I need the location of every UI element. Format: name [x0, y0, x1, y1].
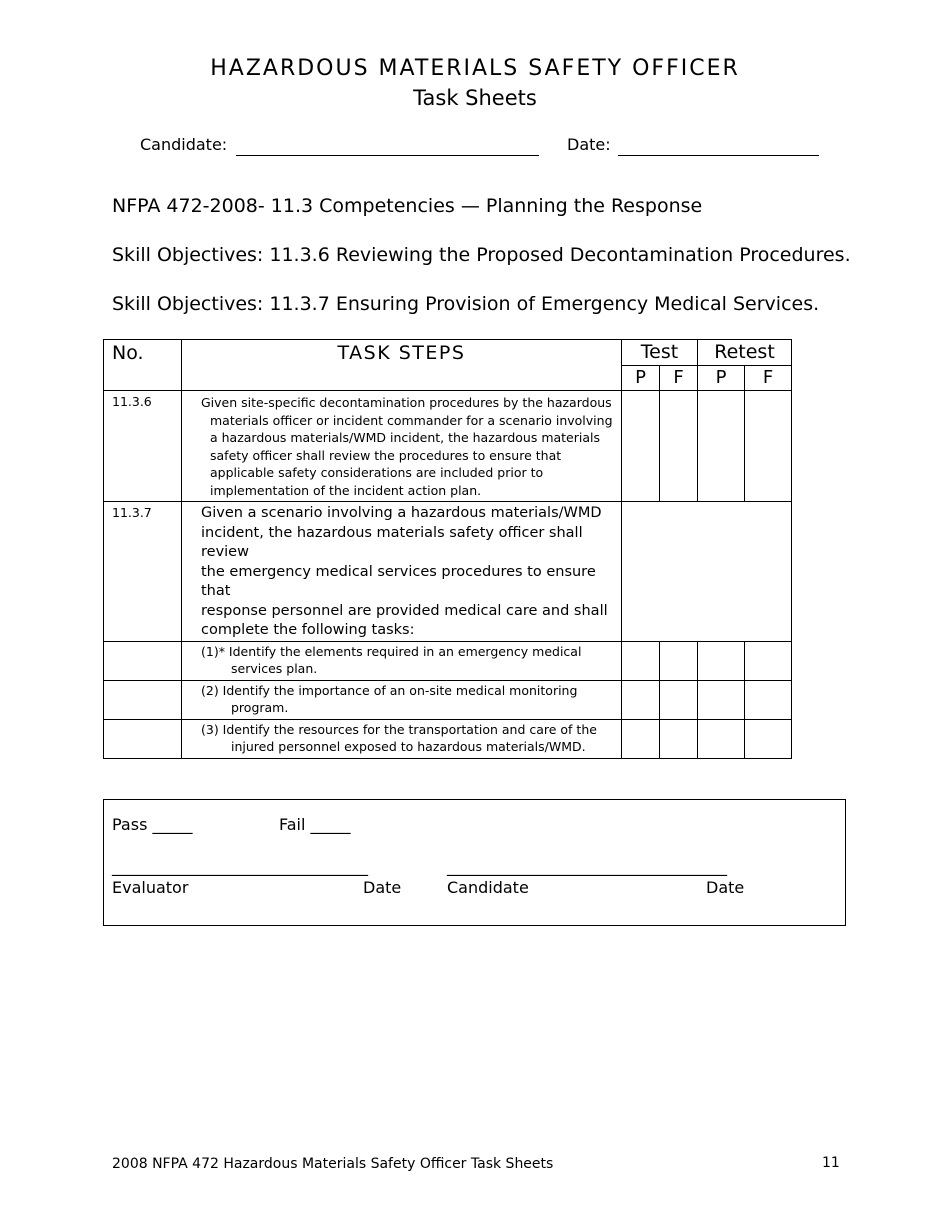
- task-line: services plan.: [231, 661, 318, 676]
- skill-objective-2: Skill Objectives: 11.3.7 Ensuring Provision of Emergency Medical Services.: [112, 293, 820, 315]
- competency-heading: NFPA 472-2008- 11.3 Competencies — Planning the Response: [112, 195, 703, 217]
- date-line[interactable]: [618, 155, 819, 156]
- test-fail-cell[interactable]: [660, 719, 698, 758]
- retest-fail-cell[interactable]: [745, 719, 792, 758]
- task-step-text: [182, 680, 622, 719]
- row-number: 11.3.6: [104, 391, 182, 502]
- row-number: [104, 680, 182, 719]
- task-line: injured personnel exposed to hazardous materials/WMD.: [231, 739, 586, 754]
- retest-fail-cell[interactable]: [745, 641, 792, 680]
- task-step-text: [182, 719, 622, 758]
- test-pass-cell[interactable]: [622, 719, 660, 758]
- date-label: Date:: [567, 135, 611, 154]
- task-line: materials officer or incident commander for a scenario involving: [210, 412, 613, 428]
- task-line: Given site-specific decontamination procedures by the hazardous: [201, 395, 612, 410]
- candidate-signature-line[interactable]: ___________________________________: [447, 857, 727, 876]
- retest-pass-cell[interactable]: [698, 680, 745, 719]
- test-fail-cell[interactable]: [660, 391, 698, 502]
- footer-text: 2008 NFPA 472 Hazardous Materials Safety Officer Task Sheets: [112, 1156, 554, 1172]
- task-step-text: [182, 391, 622, 502]
- task-line: a hazardous materials/WMD incident, the hazardous materials: [210, 430, 601, 445]
- retest-pass-cell[interactable]: [698, 391, 745, 502]
- evaluator-date-label: Date: [363, 878, 402, 897]
- evaluator-label: Evaluator: [112, 878, 189, 897]
- task-line: response personnel are provided medical care and shall: [201, 602, 608, 619]
- test-fail-cell[interactable]: [660, 641, 698, 680]
- candidate-label: Candidate:: [140, 135, 228, 154]
- task-line: the emergency medical services procedures to ensure that: [201, 563, 596, 599]
- task-line: safety officer shall review the procedures to ensure that: [210, 447, 562, 463]
- task-line: implementation of the incident action plan.: [210, 482, 482, 498]
- test-pass-cell[interactable]: [622, 680, 660, 719]
- header-test-pass: P: [622, 366, 660, 391]
- result-box: [103, 799, 846, 926]
- task-line: complete the following tasks:: [201, 622, 415, 638]
- test-pass-cell[interactable]: [622, 641, 660, 680]
- table-row: [104, 719, 792, 758]
- header-no: No.: [104, 340, 182, 391]
- skill-objective-1: Skill Objectives: 11.3.6 Reviewing the Proposed Decontamination Procedures.: [112, 244, 851, 266]
- table-row: [104, 502, 792, 642]
- header-task-steps: TASK STEPS: [182, 340, 622, 391]
- row-number: 11.3.7: [104, 502, 182, 642]
- retest-fail-cell[interactable]: [745, 391, 792, 502]
- page-title: HAZARDOUS MATERIALS SAFETY OFFICER: [210, 56, 740, 81]
- retest-fail-cell[interactable]: [745, 680, 792, 719]
- task-steps-table: [103, 339, 792, 759]
- page-number: 11: [822, 1155, 840, 1171]
- task-line: Given a scenario involving a hazardous materials/WMD: [201, 505, 602, 521]
- row-number: [104, 719, 182, 758]
- retest-pass-cell[interactable]: [698, 641, 745, 680]
- header-retest: Retest: [698, 340, 792, 366]
- task-line: program.: [231, 700, 289, 715]
- merged-score-cell: [622, 502, 792, 642]
- table-row: [104, 641, 792, 680]
- header-retest-fail: F: [745, 366, 792, 391]
- test-fail-cell[interactable]: [660, 680, 698, 719]
- task-line: (2) Identify the importance of an on-site medical monitoring: [201, 682, 578, 698]
- header-retest-pass: P: [698, 366, 745, 391]
- candidate-date-label: Date: [706, 878, 745, 897]
- task-line: incident, the hazardous materials safety officer shall review: [201, 524, 583, 560]
- pass-field[interactable]: Pass _____: [112, 815, 193, 834]
- table-row: [104, 391, 792, 502]
- task-line: applicable safety considerations are included prior to: [210, 465, 544, 480]
- fail-field[interactable]: Fail _____: [279, 815, 351, 834]
- test-pass-cell[interactable]: [622, 391, 660, 502]
- task-line: (1)* Identify the elements required in an emergency medical: [201, 643, 582, 659]
- header-test-fail: F: [660, 366, 698, 391]
- candidate-label: Candidate: [447, 878, 529, 897]
- evaluator-signature-line[interactable]: ________________________________: [112, 857, 368, 876]
- task-line: (3) Identify the resources for the transportation and care of the: [201, 721, 597, 737]
- task-step-text: [182, 502, 622, 642]
- task-step-text: [182, 641, 622, 680]
- row-number: [104, 641, 182, 680]
- header-test: Test: [622, 340, 698, 366]
- page-subtitle: Task Sheets: [413, 86, 537, 110]
- retest-pass-cell[interactable]: [698, 719, 745, 758]
- candidate-line[interactable]: [236, 155, 539, 156]
- table-row: [104, 680, 792, 719]
